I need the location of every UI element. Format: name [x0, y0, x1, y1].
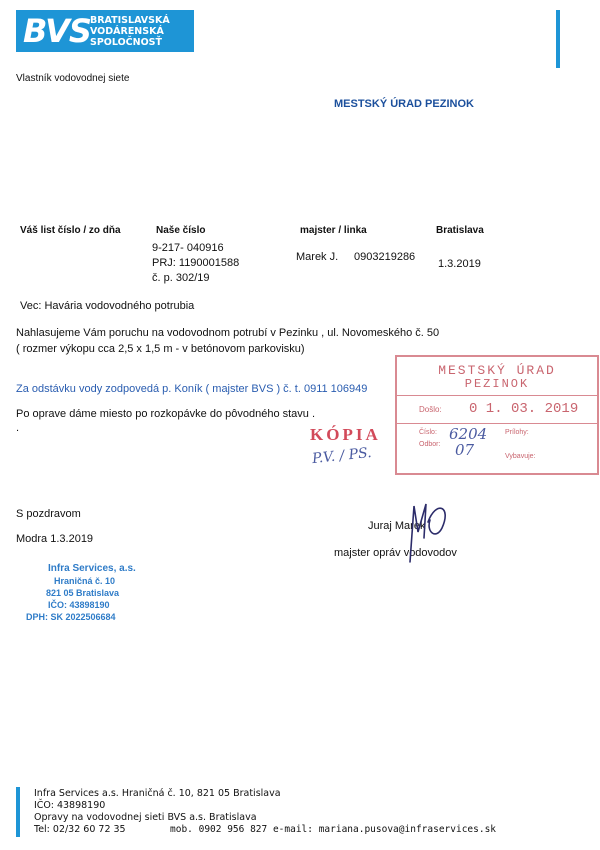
logo-line-1: BRATISLAVSKÁ	[90, 15, 170, 26]
bvs-logo	[16, 10, 194, 52]
received-stamp	[395, 355, 599, 475]
stamp-handler-value: 07	[455, 441, 475, 459]
company-stamp-street: Hraničná č. 10	[54, 576, 116, 586]
body-line-2: ( rozmer výkopu cca 2,5 x 1,5 m - v betónovom parkovisku)	[16, 343, 305, 355]
footer-line-1: Infra Services a.s. Hraničná č. 10, 821 05 Bratislava	[34, 788, 281, 799]
stamp-number-label: Číslo:	[419, 429, 437, 436]
logo-line-3: SPOLOČNOSŤ	[90, 37, 162, 48]
body-dot: .	[16, 422, 20, 434]
ref-header-place: Bratislava	[436, 225, 484, 236]
footer-phone: Tel: 02/32 60 72 35	[34, 824, 126, 835]
footer-accent-bar	[16, 787, 20, 837]
our-number-line-1: 9-217- 040916	[152, 242, 224, 254]
stamp-attachments-label: Prílohy:	[505, 429, 529, 436]
company-stamp-dph: DPH: SK 2022506684	[26, 612, 116, 622]
closing-place-date: Modra 1.3.2019	[16, 533, 94, 545]
logo-line-2: VODÁRENSKÁ	[90, 26, 164, 37]
foreman-name: Marek J.	[296, 251, 339, 263]
ref-header-foreman: majster / linka	[300, 225, 367, 236]
footer-line-2: IČO: 43898190	[34, 800, 106, 811]
company-stamp-name: Infra Services, a.s.	[48, 563, 136, 574]
signature	[396, 492, 456, 572]
stamp-number-value: 6204	[449, 425, 488, 443]
body-line-3: Za odstávku vody zodpovedá p. Koník ( majster BVS ) č. t. 0911 106949	[16, 383, 368, 395]
stamp-handler-label: Odbor:	[419, 441, 441, 448]
footer-contact: mob. 0902 956 827 e-mail: mariana.pusova@infraservices.sk	[170, 824, 497, 835]
body-line-1: Nahlasujeme Vám poruchu na vodovodnom potrubí v Pezinku , ul. Novomeského č. 50	[16, 327, 440, 339]
ref-header-your-letter: Váš list číslo / zo dňa	[20, 225, 121, 236]
stamp-title-2: PEZINOK	[464, 377, 530, 391]
copy-stamp: KÓPIA	[310, 425, 381, 444]
company-stamp-city: 821 05 Bratislava	[46, 588, 120, 598]
header-accent-bar	[556, 10, 560, 68]
ref-header-our-number: Naše číslo	[156, 225, 206, 236]
footer-line-3: Opravy na vodovodnej sieti BVS a.s. Bratislava	[34, 812, 257, 823]
signer-name: Juraj Marek	[368, 520, 426, 532]
handwritten-note: P.V. / PS.	[311, 444, 373, 468]
stamp-title-1: MESTSKÝ ÚRAD	[438, 363, 556, 378]
owner-caption: Vlastník vodovodnej siete	[16, 73, 130, 84]
stamp-handling-label: Vybavuje:	[505, 453, 536, 460]
our-number-line-2: PRJ: 1190001588	[152, 257, 240, 269]
signer-title: majster opráv vodovodov	[334, 547, 457, 559]
body-line-4: Po oprave dáme miesto po rozkopávke do pôvodného stavu .	[16, 408, 316, 420]
letter-date: 1.3.2019	[438, 258, 481, 270]
stamp-received-date: 0 1. 03. 2019	[469, 401, 579, 417]
logo-acronym: BVS	[23, 12, 91, 50]
foreman-phone: 0903219286	[354, 251, 416, 263]
company-stamp-ico: IČO: 43898190	[48, 600, 110, 610]
stamp-received-label: Došlo:	[419, 405, 442, 414]
recipient: MESTSKÝ ÚRAD PEZINOK	[334, 98, 474, 110]
closing-greeting: S pozdravom	[16, 508, 81, 520]
our-number-line-3: č. p. 302/19	[152, 272, 210, 284]
subject-line: Vec: Havária vodovodného potrubia	[20, 300, 195, 312]
